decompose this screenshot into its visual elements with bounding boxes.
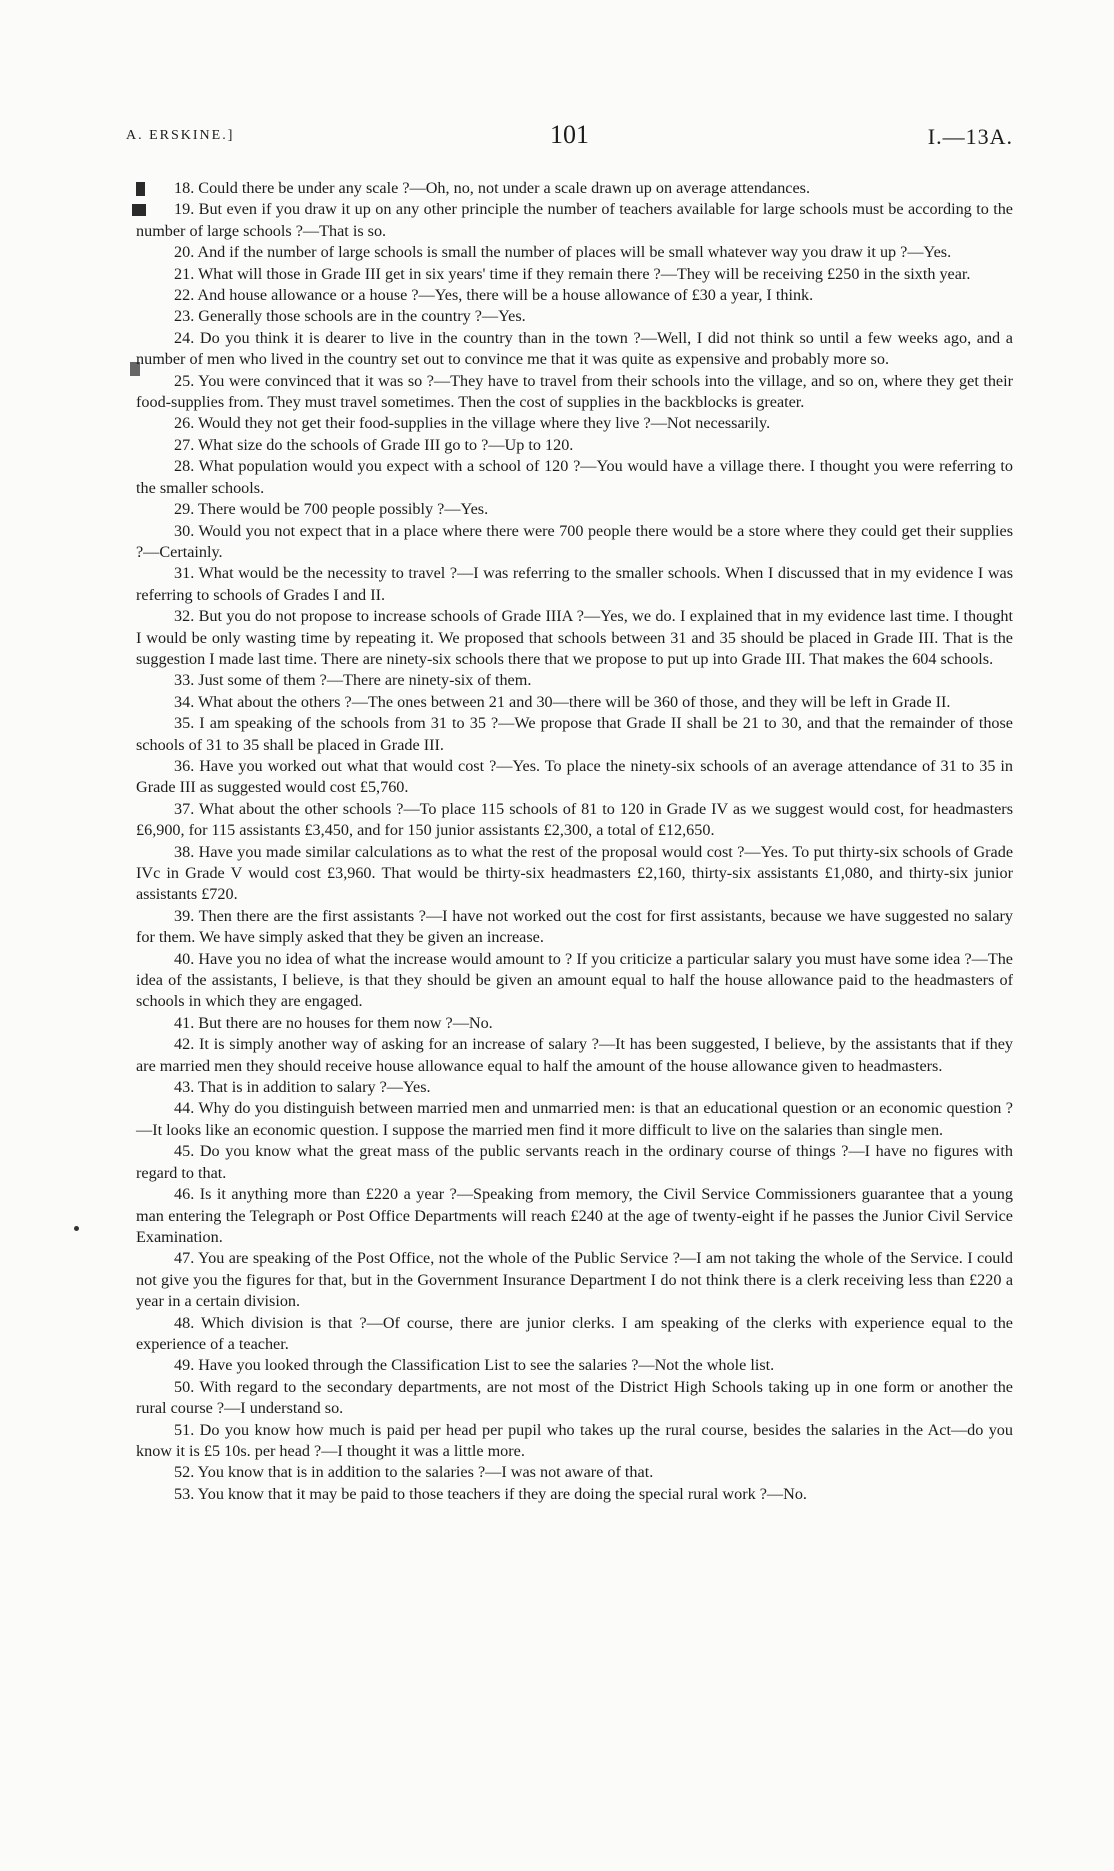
paragraph-24: 24. Do you think it is dearer to live in the country than in the town ?—Well, I did not think so until a few weeks ago, and a number of men who lived in the country set out to convince me that it was quite as expensive and probably more so. bbox=[136, 328, 1013, 369]
paragraph-18: 18. Could there be under any scale ?—Oh, no, not under a scale drawn up on average attendances. bbox=[174, 179, 811, 197]
paragraph-31: 31. What would be the necessity to travel ?—I was referring to the smaller schools. When I discussed that in my evidence I was referring to schools of Grades I and II. bbox=[136, 564, 1013, 604]
paragraph-52: 52. You know that is in addition to the salaries ?—I was not aware of that. bbox=[174, 1463, 654, 1482]
paragraph-33: 33. Just some of them ?—There are ninety-six of them. bbox=[174, 671, 532, 690]
paragraph-35: 35. I am speaking of the schools from 31 to 35 ?—We propose that Grade II shall be 21 to 30, and that the remainder of those schools of 31 to 35 shall be placed in Grade III. bbox=[136, 714, 1013, 754]
testimony-body bbox=[136, 178, 1013, 1505]
paragraph-42: 42. It is simply another way of asking for an increase of salary ?—It has been suggested, I believe, by the assistants that if they are married men they should receive house allowance equal to half the amount of the house allowance given to headmasters. bbox=[136, 1035, 1013, 1075]
paragraph-21: 21. What will those in Grade III get in six years' time if they remain there ?—They will be receiving £250 in the sixth year. bbox=[174, 264, 971, 283]
paragraph-23: 23. Generally those schools are in the country ?—Yes. bbox=[174, 307, 526, 326]
paragraph-44: 44. Why do you distinguish between married men and unmarried men: is that an educational question or an economic question ?—It looks like an economic question. I suppose the married men find it more difficult to live on the salaries than single men. bbox=[136, 1099, 1013, 1139]
paragraph-47: 47. You are speaking of the Post Office, not the whole of the Public Service ?—I am not taking the whole of the Service. I could not give you the figures for that, but in the Government Insurance Department I do not think there is a clerk receiving less than £220 a year in a certain division. bbox=[136, 1249, 1013, 1311]
paragraph-36: 36. Have you worked out what that would cost ?—Yes. To place the ninety-six schools of an average attendance of 31 to 35 in Grade III as suggested would cost £5,760. bbox=[136, 756, 1013, 797]
paragraph-41: 41. But there are no houses for them now ?—No. bbox=[174, 1013, 493, 1032]
paragraph-37: 37. What about the other schools ?—To place 115 schools of 81 to 120 in Grade IV as we suggest would cost, for headmasters £6,900, for 115 assistants £3,450, and for 150 junior assistants £2,300, a total of £12,650. bbox=[136, 799, 1013, 840]
paragraph-39: 39. Then there are the first assistants ?—I have not worked out the cost for first assistants, because we have suggested no salary for them. We have simply asked that they be given an increase. bbox=[136, 906, 1013, 947]
paragraph-38: 38. Have you made similar calculations as to what the rest of the proposal would cost ?—Yes. To put thirty-six schools of Grade IVc in Grade V would cost £3,960. That would be thirty-six headmasters £2,160, thirty-six assistants £1,080, and thirty-six junior assistants £720. bbox=[136, 842, 1013, 904]
paragraph-20: 20. And if the number of large schools is small the number of places will be small whatever way you draw it up ?—Yes. bbox=[174, 243, 952, 262]
paragraph-26: 26. Would they not get their food-supplies in the village where they live ?—Not necessarily. bbox=[174, 414, 771, 433]
paragraph-51: 51. Do you know how much is paid per head per pupil who takes up the rural course, besides the salaries in the Act—do you know it is £5 10s. per head ?—I thought it was a little more. bbox=[136, 1420, 1013, 1460]
paragraph-50: 50. With regard to the secondary departments, are not most of the District High Schools taking up in one form or another the rural course ?—I understand so. bbox=[136, 1377, 1013, 1418]
paragraph-25: 25. You were convinced that it was so ?—They have to travel from their schools into the village, and so on, where they get their food-supplies from. They must travel sometimes. Then the cost of supplies in the backblocks is greater. bbox=[136, 371, 1013, 412]
margin-dot bbox=[74, 1226, 79, 1231]
paragraph-19: 19. But even if you draw it up on any other principle the number of teachers available for large schools must be according to the number of large schools ?—That is so. bbox=[136, 200, 1013, 240]
paragraph-29: 29. There would be 700 people possibly ?—Yes. bbox=[174, 500, 489, 519]
paragraph-43: 43. That is in addition to salary ?—Yes. bbox=[174, 1078, 431, 1097]
paragraph-48: 48. Which division is that ?—Of course, there are junior clerks. I am speaking of the clerks with experience equal to the experience of a teacher. bbox=[136, 1313, 1013, 1353]
paragraph-28: 28. What population would you expect with a school of 120 ?—You would have a village there. I thought you were referring to the smaller schools. bbox=[136, 457, 1013, 497]
page-header bbox=[126, 118, 1013, 158]
paragraph-46: 46. Is it anything more than £220 a year ?—Speaking from memory, the Civil Service Commissioners guarantee that a young man entering the Telegraph or Post Office Departments will reach £240 at the age of twenty-eight if he passes the Junior Civil Service Examination. bbox=[136, 1185, 1013, 1246]
paragraph-40: 40. Have you no idea of what the increase would amount to ? If you criticize a particular salary you must have some idea ?—The idea of the assistants, I believe, is that they should be given an amount equal to half the house allowance paid to the headmasters of schools in which they are engaged. bbox=[136, 949, 1013, 1011]
page-number: 101 bbox=[550, 120, 589, 149]
paragraph-53: 53. You know that it may be paid to those teachers if they are doing the special rural work ?—No. bbox=[174, 1484, 807, 1503]
paragraph-27: 27. What size do the schools of Grade III go to ?—Up to 120. bbox=[174, 435, 574, 454]
witness-name: A. ERSKINE.] bbox=[126, 128, 235, 143]
paragraph-32: 32. But you do not propose to increase schools of Grade IIIA ?—Yes, we do. I explained that in my evidence last time. I thought I would be only wasting time by repeating it. We proposed that schools between 31 and 35 should be placed in Grade III. That is the suggestion I made last time. There are ninety-six schools there that we propose to put up into Grade III. That makes the 604 schools. bbox=[136, 607, 1013, 668]
paragraph-49: 49. Have you looked through the Classification List to see the salaries ?—Not the whole list. bbox=[174, 1356, 775, 1375]
document-reference: I.—13A. bbox=[927, 124, 1013, 149]
paragraph-30: 30. Would you not expect that in a place where there were 700 people there would be a store where they could get their supplies ?—Certainly. bbox=[136, 521, 1013, 561]
paragraph-34: 34. What about the others ?—The ones between 21 and 30—there will be 360 of those, and they will be left in Grade II. bbox=[174, 692, 951, 711]
paragraph-45: 45. Do you know what the great mass of the public servants reach in the ordinary course of things ?—I have no figures with regard to that. bbox=[136, 1142, 1013, 1182]
paragraph-22: 22. And house allowance or a house ?—Yes, there will be a house allowance of £30 a year, I think. bbox=[174, 286, 814, 305]
